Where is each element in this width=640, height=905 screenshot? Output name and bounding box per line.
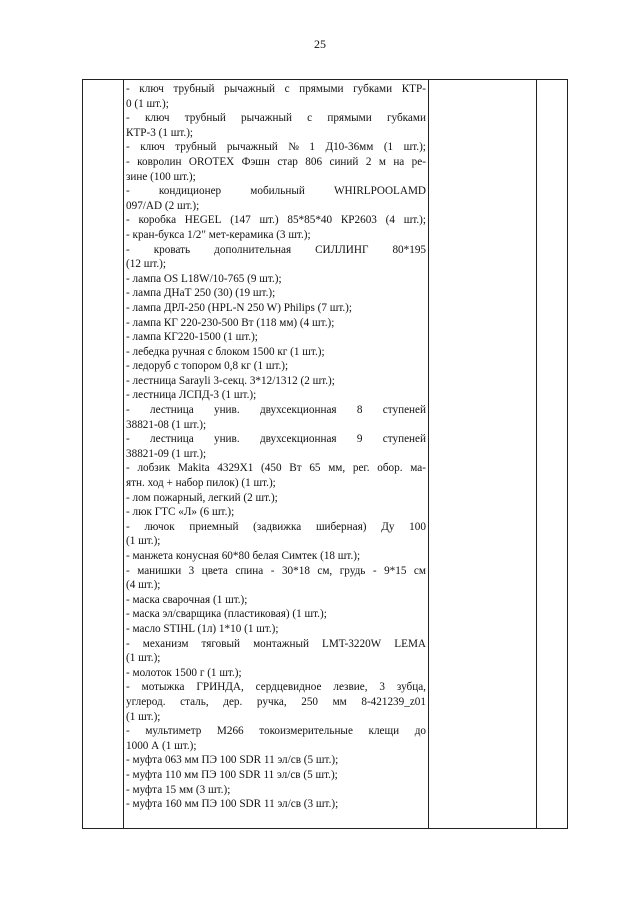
page-number: 25 [314, 37, 326, 51]
item-word: лючок [144, 520, 175, 533]
item-line [126, 724, 426, 739]
item-word: - [126, 433, 130, 446]
item-word: трубный [173, 83, 215, 95]
item-word: 0 (1 шт.); [126, 97, 169, 110]
items-list [126, 82, 426, 812]
item-word: стар [277, 155, 298, 168]
item-word: - ледоруб с топором 0,8 кг (1 шт.); [126, 360, 289, 373]
item-word: синий [329, 155, 359, 168]
item-word: ступеней [382, 404, 426, 417]
item-word: - [126, 681, 130, 694]
item-word: - лестница ЛСПД-3 (1 шт.); [126, 389, 257, 402]
item-word: 9*15 [384, 564, 407, 577]
item-line [126, 330, 426, 345]
item-word: мобильный [250, 185, 305, 198]
item-line [126, 316, 426, 331]
item-word: м [378, 155, 386, 168]
item-word: рычажный [226, 141, 278, 154]
item-line [126, 301, 426, 316]
item-word: монтажный [253, 637, 309, 650]
item-line [126, 491, 426, 506]
item-word: - муфта 160 мм ПЭ 100 SDR 11 эл/св (3 шт.); [126, 798, 339, 811]
item-word: 100 [409, 520, 426, 533]
item-word: - лампа OS L18W/10-765 (9 шт.); [126, 272, 282, 285]
item-word: М266 [216, 725, 244, 738]
item-word: ятн. ход + набор пилок) (1 шт.); [126, 477, 276, 490]
item-line [126, 126, 426, 141]
item-word: рег. [352, 462, 370, 475]
item-line [126, 170, 426, 185]
item-word: (4 шт.); [126, 579, 161, 592]
item-word: (4 [385, 214, 395, 227]
item-word: - [126, 155, 130, 168]
item-word: коробка [138, 214, 177, 227]
item-word: 250 [301, 695, 318, 708]
item-word: кровать [153, 243, 191, 256]
item-word: грудь [339, 564, 366, 577]
item-line [126, 82, 426, 97]
item-word: Д10-36мм [325, 141, 374, 154]
item-line [126, 228, 426, 243]
item-word: - кран-букса 1/2" мет-керамика (3 шт.); [126, 228, 311, 241]
item-word: прямыми [299, 83, 344, 95]
item-word: унив. [213, 404, 240, 417]
item-line [126, 447, 426, 462]
item-word: ма- [410, 462, 426, 475]
item-word: ре- [411, 155, 426, 168]
item-word: - лампа ДРЛ-250 (HPL-N 250 W) Philips (7 шт.); [126, 301, 353, 314]
item-line [126, 97, 426, 112]
item-word: 30*18 [281, 564, 310, 577]
item-line [126, 403, 426, 418]
item-word: WHIRLPOOLAMD [333, 185, 426, 198]
item-word: мультиметр [145, 725, 202, 738]
item-line [126, 520, 426, 535]
item-word: (задвижка [253, 520, 302, 533]
column-divider [428, 80, 429, 828]
item-word: рычажный [241, 112, 292, 125]
item-word: - лампа КГ 220-230-500 Вт (118 мм) (4 шт.); [126, 316, 335, 329]
item-word: ГРИНДА, [196, 681, 244, 694]
item-line [126, 257, 426, 272]
item-line [126, 607, 426, 622]
item-line [126, 695, 426, 710]
item-word: двухсекционная [259, 433, 337, 446]
item-word: СИЛЛИНГ [315, 243, 369, 256]
item-line [126, 651, 426, 666]
item-word: - [126, 214, 130, 227]
item-word: 9 [356, 433, 363, 446]
item-word: (1 шт.); [126, 652, 161, 665]
item-line [126, 243, 426, 258]
item-word: с [307, 112, 313, 125]
item-line [126, 184, 426, 199]
item-word: (1 шт.); [126, 710, 161, 723]
item-word: - лом пожарный, легкий (2 шт.); [126, 491, 278, 504]
item-word: шт.); [403, 214, 426, 227]
item-line [126, 155, 426, 170]
item-word: см [413, 564, 426, 577]
item-word: Фэшн [241, 155, 270, 168]
item-word: Ду [381, 520, 395, 533]
item-word: 1000 А (1 шт.); [126, 739, 197, 752]
item-word: - молоток 1500 г (1 шт.); [126, 666, 242, 679]
item-word: - [126, 520, 130, 533]
item-word: № [288, 141, 299, 154]
item-line [126, 418, 426, 433]
item-line [126, 680, 426, 695]
item-word: цвета [201, 564, 228, 577]
item-line [126, 549, 426, 564]
item-word: приемный [189, 520, 239, 533]
item-word: - [126, 564, 130, 577]
item-word: - манжета конусная 60*80 белая Симтек (18 шт.); [126, 550, 361, 562]
item-word: - [126, 185, 130, 198]
item-line [126, 534, 426, 549]
item-word: 38821-08 (1 шт.); [126, 418, 207, 431]
item-word: мм, [328, 462, 346, 475]
item-line [126, 374, 426, 389]
column-divider [123, 80, 124, 828]
item-line [126, 461, 426, 476]
item-line [126, 739, 426, 754]
item-word: - лебедка ручная с блоком 1500 кг (1 шт.); [126, 345, 325, 358]
item-word: 8 [356, 404, 363, 417]
item-word: на [393, 155, 405, 168]
item-line [126, 637, 426, 652]
item-word: кондиционер [158, 185, 222, 198]
item-word: обор. [377, 462, 403, 475]
item-word: 8-421239_z01 [361, 695, 426, 708]
item-line [126, 505, 426, 520]
item-word: (1 шт.); [126, 535, 161, 548]
item-word: - муфта 063 мм ПЭ 100 SDR 11 эл/св (5 шт.); [126, 754, 339, 767]
item-word: трубный [184, 112, 226, 125]
item-word: 3 [379, 681, 385, 694]
item-word: 806 [305, 155, 323, 168]
item-word: - [372, 564, 377, 577]
item-word: лестница [150, 433, 194, 446]
item-word: 80*195 [392, 243, 426, 256]
item-word: - масло STIHL (1л) 1*10 (1 шт.); [126, 622, 279, 635]
item-word: шиберная) [315, 520, 367, 533]
item-word: LMT-3220W [322, 637, 382, 650]
item-line [126, 564, 426, 579]
item-word: ключ [144, 112, 170, 125]
item-word: дополнительная [214, 243, 292, 256]
item-line [126, 622, 426, 637]
item-word: лобзик [137, 462, 171, 475]
item-word: ключ [140, 141, 165, 154]
item-word: Вт [289, 462, 302, 475]
item-word: КР2603 [340, 214, 377, 227]
item-line [126, 286, 426, 301]
item-line [126, 432, 426, 447]
item-line [126, 593, 426, 608]
item-word: зубца, [396, 681, 426, 694]
item-line [126, 768, 426, 783]
item-word: HEGEL [184, 214, 222, 227]
item-word: - маска сварочная (1 шт.); [126, 593, 248, 606]
item-word: ключ [139, 83, 164, 95]
item-word: шт.) [259, 214, 279, 227]
item-word: - [126, 112, 130, 125]
item-word: - лампа КГ220-1500 (1 шт.); [126, 331, 258, 344]
item-word: шт.); [403, 141, 426, 154]
item-word: - [270, 564, 275, 577]
item-word: мм [332, 695, 347, 708]
item-word: спина [235, 564, 264, 577]
item-word: Makita [177, 462, 210, 475]
item-word: тяговый [201, 637, 241, 650]
item-word: см, [317, 564, 333, 577]
item-line [126, 388, 426, 403]
item-word: 3 [188, 564, 195, 577]
item-line [126, 213, 426, 228]
item-line [126, 797, 426, 812]
item-word: сердцевидное [255, 681, 322, 694]
item-word: КТР-3 (1 шт.); [126, 126, 194, 139]
item-word: механизм [142, 637, 189, 650]
items-table [82, 79, 568, 829]
item-word: LEMA [394, 637, 426, 650]
item-line [126, 783, 426, 798]
item-word: клещи [368, 725, 400, 738]
item-line [126, 199, 426, 214]
item-line [126, 140, 426, 155]
item-word: унив. [213, 433, 240, 446]
item-word: до [414, 725, 426, 738]
item-line [126, 111, 426, 126]
item-word: (12 шт.); [126, 258, 167, 271]
item-word: 85*85*40 [287, 214, 333, 227]
item-word: - муфта 15 мм (3 шт.); [126, 783, 231, 796]
item-word: OROTEX [188, 155, 235, 168]
item-word: КТР- [401, 83, 426, 95]
item-word: лезвие, [333, 681, 368, 694]
item-word: токоизмерительные [259, 725, 353, 738]
item-word: (450 [261, 462, 282, 475]
item-word: прямыми [327, 112, 372, 125]
item-word: (147 [230, 214, 251, 227]
item-word: - [126, 462, 130, 475]
item-word: углерод. [126, 695, 166, 708]
item-word: - [126, 637, 130, 650]
item-line [126, 578, 426, 593]
item-word: - лампа ДНаТ 250 (30) (19 шт.); [126, 287, 276, 300]
item-word: трубный [175, 141, 217, 154]
item-line [126, 666, 426, 681]
item-word: манишки [137, 564, 182, 577]
item-line [126, 753, 426, 768]
item-word: (1 [383, 141, 394, 154]
item-word: мотыжка [141, 681, 185, 694]
item-word: ручка, [256, 695, 287, 708]
item-word: - [126, 243, 130, 256]
item-word: - муфта 110 мм ПЭ 100 SDR 11 эл/св (5 шт.); [126, 768, 338, 781]
column-divider [536, 80, 537, 828]
item-line [126, 359, 426, 374]
item-word: - лестница Sarayli 3-секц. 3*12/1312 (2 шт.); [126, 374, 335, 387]
item-word: лестница [150, 404, 194, 417]
item-word: ковролин [137, 155, 182, 168]
item-word: дер. [223, 695, 243, 708]
item-line [126, 272, 426, 287]
item-word: губками [386, 112, 426, 125]
item-word: - маска эл/сварщика (пластиковая) (1 шт.); [126, 608, 327, 621]
item-word: - [126, 725, 130, 738]
item-word: - [126, 83, 130, 95]
item-word: ступеней [382, 433, 426, 446]
item-word: двухсекционная [259, 404, 337, 417]
item-word: сталь, [180, 695, 209, 708]
item-word: рычажный [224, 83, 276, 95]
item-word: - люк ГТС «Л» (6 шт.); [126, 506, 235, 519]
item-word: зине (100 шт.); [126, 170, 196, 183]
item-word: губками [353, 83, 393, 95]
item-line [126, 710, 426, 725]
item-word: 2 [365, 155, 372, 168]
item-word: 65 [309, 462, 321, 475]
item-word: 097/AD (2 шт.); [126, 199, 200, 212]
item-word: 1 [309, 141, 315, 154]
item-word: 38821-09 (1 шт.); [126, 447, 207, 460]
item-line [126, 345, 426, 360]
item-word: 4329X1 [217, 462, 254, 475]
item-word: - [126, 404, 130, 417]
item-word: с [284, 83, 290, 95]
item-line [126, 476, 426, 491]
item-word: - [126, 141, 130, 154]
